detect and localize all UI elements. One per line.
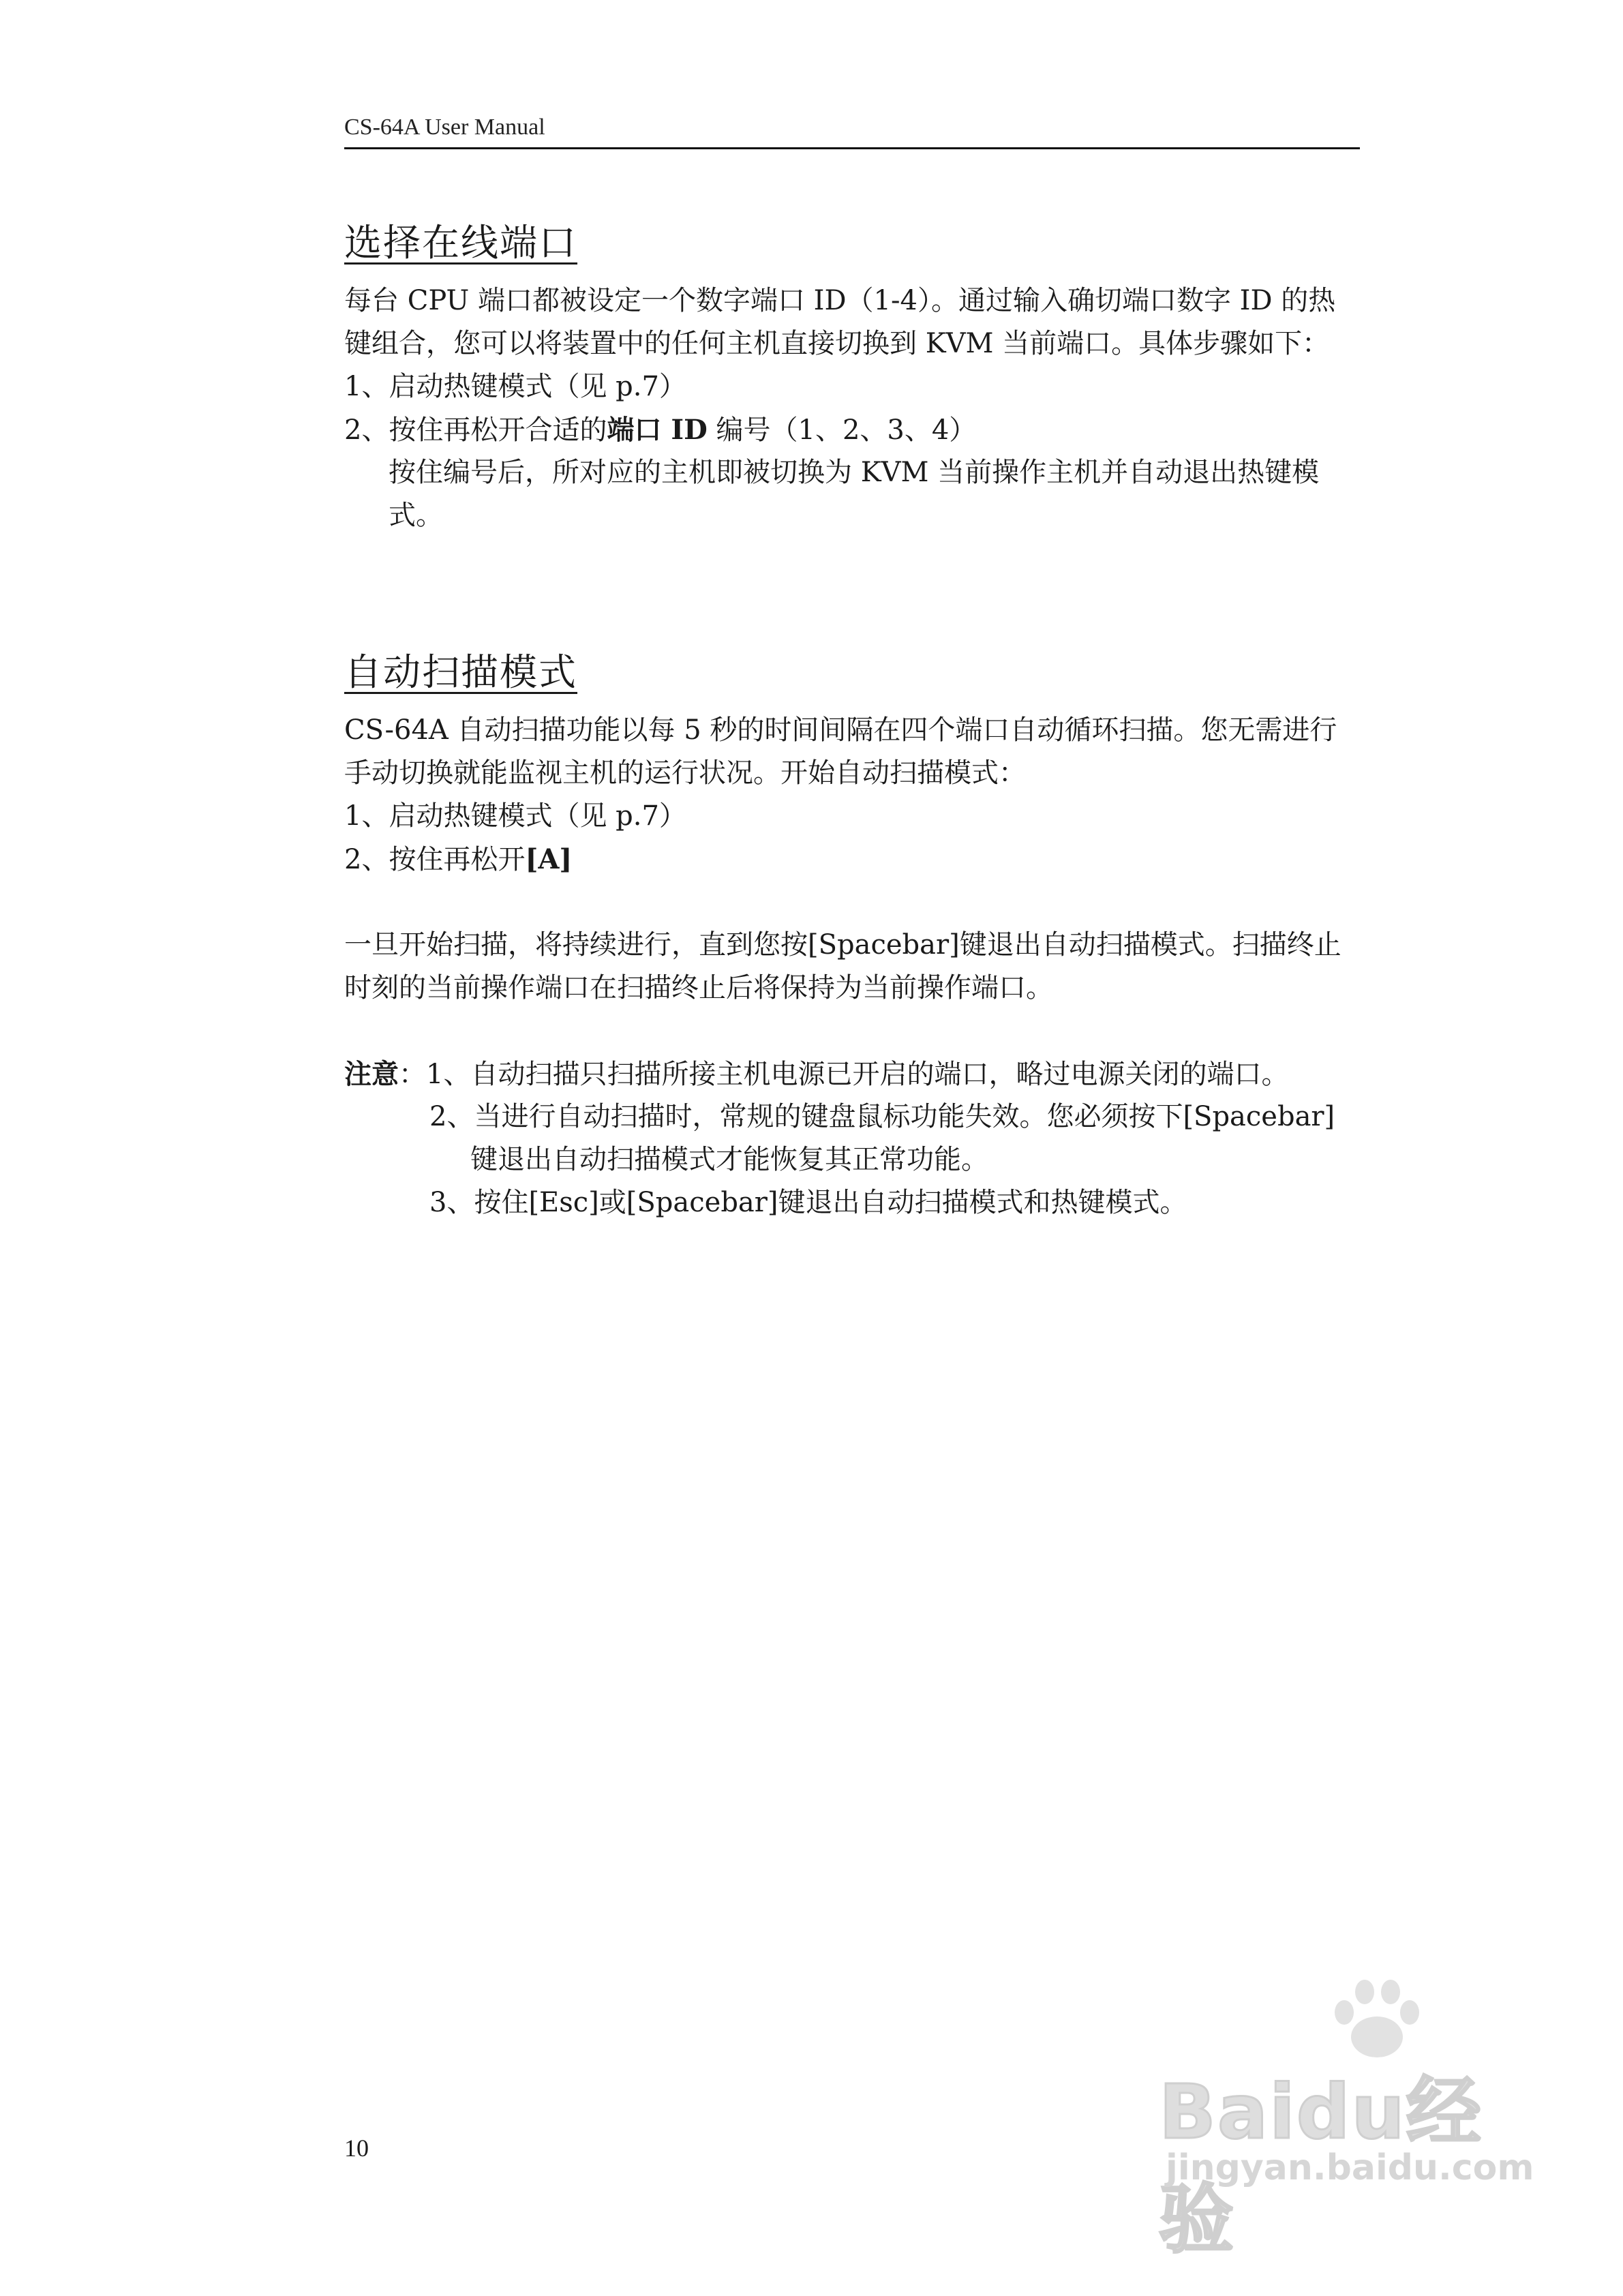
section1-title: 选择在线端口: [344, 221, 578, 265]
note-item-2-line1: 2、当进行自动扫描时，常规的键盘鼠标功能失效。您必须按下[Spacebar]: [429, 1101, 1335, 1132]
section1-step2-bold: 端口 ID: [607, 414, 708, 446]
watermark-logo: Baidu经验: [1159, 2068, 1483, 2263]
page-header: [344, 115, 1360, 149]
watermark: [1152, 1977, 1534, 2263]
header-title: CS-64A User Manual: [344, 115, 545, 140]
note-item-3: 3、按住[Esc]或[Spacebar]键退出自动扫描模式和热键模式。: [429, 1187, 1187, 1218]
watermark-url: jingyan.baidu.com: [1166, 2147, 1534, 2188]
section2-para2-line2: 时刻的当前操作端口在扫描终止后将保持为当前操作端口。: [344, 972, 1053, 1003]
page-number: 10: [344, 2134, 369, 2162]
section1-step1: 1、启动热键模式（见 p.7）: [344, 371, 686, 402]
note-item-2-line2: 键退出自动扫描模式才能恢复其正常功能。: [470, 1144, 988, 1175]
section1-step2-desc-line2: 式。: [389, 500, 443, 531]
section2-step2-bold: [A]: [525, 843, 573, 875]
section2-step2: [344, 838, 1360, 881]
note-label: 注意: [344, 1058, 399, 1090]
section2-para-line2: 手动切换就能监视主机的运行状况。开始自动扫描模式：: [344, 757, 1026, 789]
note1-text: ：1、自动扫描只扫描所接主机电源已开启的端口，略过电源关闭的端口。: [399, 1059, 1289, 1090]
section1-para-line2: 键组合，您可以将装置中的任何主机直接切换到 KVM 当前端口。具体步骤如下：: [344, 328, 1330, 359]
section2-step1: 1、启动热键模式（见 p.7）: [344, 800, 686, 832]
section1-step2-pre: 2、按住再松开合适的: [344, 414, 607, 446]
section1-para-line1: 每台 CPU 端口都被设定一个数字端口 ID（1-4）。通过输入确切端口数字 ID 的热: [344, 285, 1336, 316]
section2-title: 自动扫描模式: [344, 650, 578, 694]
section1-step2: [344, 408, 1360, 452]
header-rule: [344, 147, 1360, 149]
section1-step2-desc-line1: 按住编号后，所对应的主机即被切换为 KVM 当前操作主机并自动退出热键模: [389, 457, 1320, 488]
section2-step2-pre: 2、按住再松开: [344, 844, 526, 875]
section2-para-line1: CS-64A 自动扫描功能以每 5 秒的时间间隔在四个端口自动循环扫描。您无需进行: [344, 714, 1337, 746]
note-item-1: [344, 1053, 1360, 1096]
section2-para2-line1: 一旦开始扫描，将持续进行，直到您按[Spacebar]键退出自动扫描模式。扫描终止: [344, 929, 1341, 961]
section1-step2-post: 编号（1、2、3、4）: [707, 414, 977, 446]
